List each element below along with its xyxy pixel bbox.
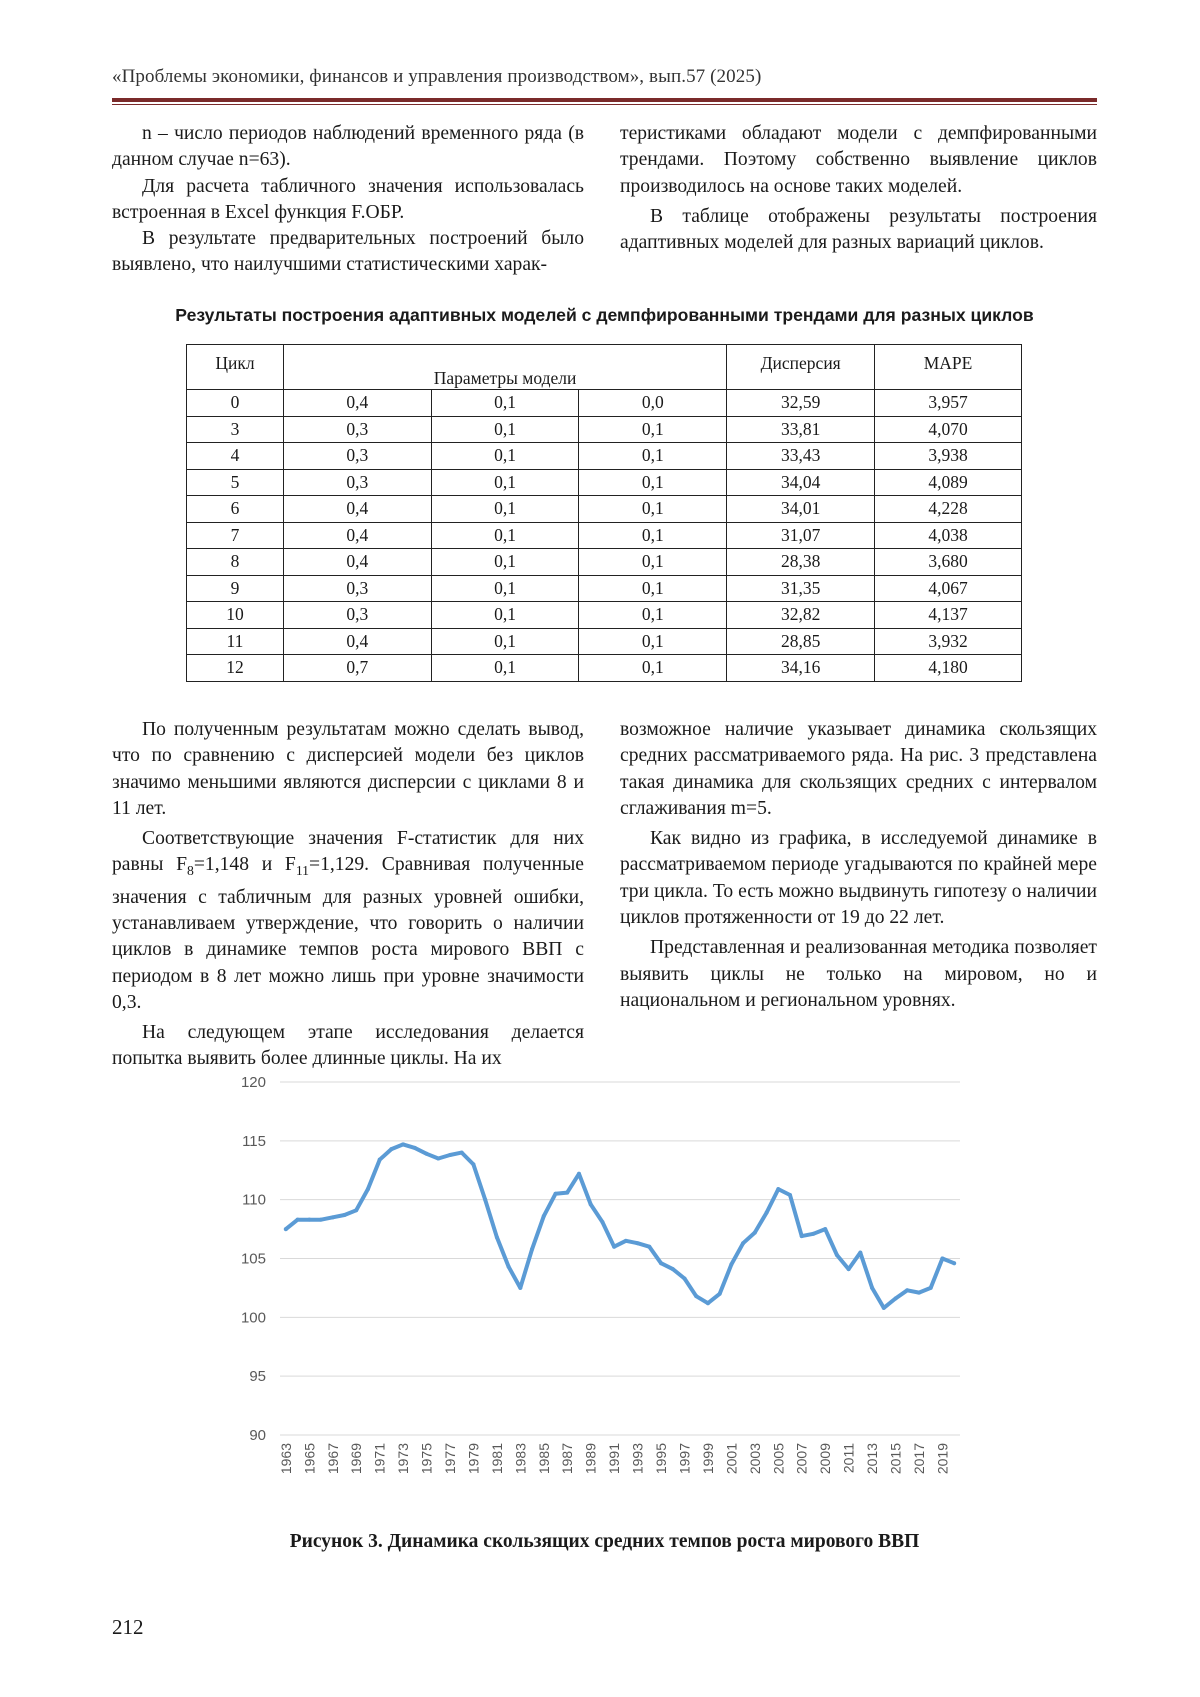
data-point bbox=[788, 1193, 792, 1197]
right-column-top bbox=[620, 121, 1097, 256]
data-point bbox=[518, 1286, 522, 1290]
data-point bbox=[847, 1267, 851, 1271]
table-cell: 0,1 bbox=[431, 602, 579, 629]
table-cell: 0,3 bbox=[283, 575, 431, 602]
header-rule-thick bbox=[112, 98, 1097, 102]
gdp-moving-average-chart bbox=[230, 1070, 970, 1510]
x-tick-label: 1993 bbox=[629, 1443, 646, 1475]
header-params: Параметры модели bbox=[283, 345, 726, 390]
paragraph: На следующем этапе исследования делается попытка выявить более длинные циклы. На их bbox=[112, 1022, 584, 1070]
table-cell: 34,04 bbox=[727, 469, 875, 496]
table-row bbox=[187, 496, 1022, 523]
table-row bbox=[187, 469, 1022, 496]
y-tick-label: 120 bbox=[240, 1074, 266, 1091]
series-line bbox=[286, 1144, 954, 1308]
x-tick-label: 1979 bbox=[465, 1443, 482, 1475]
text-span: =1,148 и F bbox=[193, 854, 296, 876]
data-point bbox=[413, 1146, 417, 1150]
table-cell: 0,1 bbox=[431, 469, 579, 496]
data-point bbox=[765, 1211, 769, 1215]
header-rule-thin bbox=[112, 104, 1097, 105]
x-tick-label: 2007 bbox=[793, 1443, 810, 1475]
x-tick-label: 1985 bbox=[535, 1443, 552, 1475]
table-cell: 0,1 bbox=[431, 655, 579, 682]
paragraph: Как видно из графика, в исследуемой динамике в рассматриваемом периоде угадываются по крайней мере три цикла. То есть можно выдвинуть гипотезу о наличии циклов протяженности от 19 до 22 лет. bbox=[620, 828, 1097, 929]
table-row bbox=[187, 416, 1022, 443]
table-cell: 0,1 bbox=[579, 575, 727, 602]
x-tick-label: 1969 bbox=[348, 1443, 365, 1475]
table-cell: 4,137 bbox=[875, 602, 1022, 629]
x-tick-label: 1963 bbox=[277, 1443, 294, 1475]
data-point bbox=[835, 1253, 839, 1257]
data-point bbox=[882, 1306, 886, 1310]
data-point bbox=[296, 1218, 300, 1222]
data-point bbox=[753, 1231, 757, 1235]
table-cell: 0,1 bbox=[431, 496, 579, 523]
data-point bbox=[671, 1267, 675, 1271]
table-cell: 0,0 bbox=[579, 390, 727, 417]
figure-caption: Рисунок 3. Динамика скользящих средних темпов роста мирового ВВП bbox=[289, 1531, 920, 1552]
table-row bbox=[187, 602, 1022, 629]
table-row bbox=[187, 655, 1022, 682]
data-point bbox=[507, 1265, 511, 1269]
table-cell: 0,1 bbox=[579, 443, 727, 470]
results-table bbox=[186, 344, 1022, 682]
x-tick-label: 2003 bbox=[746, 1443, 763, 1475]
data-point bbox=[858, 1251, 862, 1255]
table-cell: 4 bbox=[187, 443, 284, 470]
table-cell: 3,932 bbox=[875, 628, 1022, 655]
table-cell: 0,1 bbox=[579, 655, 727, 682]
data-point bbox=[530, 1247, 534, 1251]
running-header: «Проблемы экономики, финансов и управления производством», вып.57 (2025) bbox=[112, 66, 762, 87]
paragraph: Для расчета табличного значения использовалась встроенная в Excel функция F.ОБР. bbox=[112, 175, 584, 223]
x-tick-label: 1971 bbox=[371, 1443, 388, 1475]
table-cell: 31,07 bbox=[727, 522, 875, 549]
data-point bbox=[729, 1262, 733, 1266]
data-point bbox=[319, 1218, 323, 1222]
table-cell: 0,3 bbox=[283, 443, 431, 470]
table-cell: 0,1 bbox=[579, 416, 727, 443]
y-tick-label: 90 bbox=[249, 1427, 266, 1444]
x-tick-label: 1997 bbox=[676, 1443, 693, 1475]
x-tick-label: 1991 bbox=[606, 1443, 623, 1475]
data-point bbox=[682, 1277, 686, 1281]
table-cell: 0,1 bbox=[431, 522, 579, 549]
data-point bbox=[706, 1301, 710, 1305]
x-tick-label: 1983 bbox=[512, 1443, 529, 1475]
data-point bbox=[554, 1192, 558, 1196]
table-cell: 5 bbox=[187, 469, 284, 496]
data-point bbox=[636, 1241, 640, 1245]
table-cell: 28,85 bbox=[727, 628, 875, 655]
table-cell: 32,82 bbox=[727, 602, 875, 629]
table-cell: 8 bbox=[187, 549, 284, 576]
data-point bbox=[448, 1153, 452, 1157]
x-tick-label: 2013 bbox=[864, 1443, 881, 1475]
x-tick-label: 1965 bbox=[301, 1443, 318, 1475]
paragraph: теристиками обладают модели с демпфированными трендами. Поэтому собственно выявление циклов производилось на основе таких моделей. bbox=[620, 123, 1097, 197]
table-cell: 0,4 bbox=[283, 496, 431, 523]
data-point bbox=[342, 1213, 346, 1217]
table-cell: 32,59 bbox=[727, 390, 875, 417]
data-point bbox=[401, 1142, 405, 1146]
data-point bbox=[800, 1234, 804, 1238]
data-point bbox=[870, 1286, 874, 1290]
data-point bbox=[366, 1187, 370, 1191]
table-cell: 0,1 bbox=[579, 602, 727, 629]
table-cell: 0,1 bbox=[431, 443, 579, 470]
table-cell: 0,1 bbox=[431, 390, 579, 417]
page-number: 212 bbox=[112, 1615, 144, 1639]
table-cell: 7 bbox=[187, 522, 284, 549]
subscript: 11 bbox=[295, 863, 310, 879]
data-point bbox=[577, 1172, 581, 1176]
table-cell: 34,01 bbox=[727, 496, 875, 523]
table-cell: 0,3 bbox=[283, 602, 431, 629]
y-tick-label: 95 bbox=[249, 1368, 266, 1386]
table-cell: 4,089 bbox=[875, 469, 1022, 496]
table-cell: 4,180 bbox=[875, 655, 1022, 682]
table-cell: 0,1 bbox=[579, 628, 727, 655]
data-point bbox=[425, 1152, 429, 1156]
table-cell: 6 bbox=[187, 496, 284, 523]
data-point bbox=[542, 1214, 546, 1218]
data-point bbox=[612, 1245, 616, 1249]
x-tick-label: 2011 bbox=[840, 1443, 857, 1474]
data-point bbox=[905, 1288, 909, 1292]
data-point bbox=[600, 1220, 604, 1224]
paragraph: возможное наличие указывает динамика скользящих средних рассматриваемого ряда. На рис. 3 представлена такая динамика для скользящих средних с интервалом сглаживания m=5. bbox=[620, 719, 1097, 819]
x-tick-label: 1973 bbox=[395, 1443, 412, 1475]
table-cell: 34,16 bbox=[727, 655, 875, 682]
data-point bbox=[471, 1162, 475, 1166]
data-point bbox=[929, 1286, 933, 1290]
data-point bbox=[354, 1208, 358, 1212]
x-tick-label: 1967 bbox=[324, 1443, 341, 1475]
table-cell: 3,938 bbox=[875, 443, 1022, 470]
table-cell: 0,4 bbox=[283, 522, 431, 549]
y-tick-label: 115 bbox=[242, 1132, 266, 1150]
table-cell: 0,4 bbox=[283, 549, 431, 576]
x-tick-label: 1999 bbox=[699, 1443, 716, 1475]
x-tick-label: 1995 bbox=[653, 1443, 670, 1475]
data-point bbox=[460, 1151, 464, 1155]
paragraph: Представленная и реализованная методика позволяет выявить циклы не только на мировом, но и национальном и региональном уровнях. bbox=[620, 937, 1097, 1011]
table-row bbox=[187, 549, 1022, 576]
table-row bbox=[187, 443, 1022, 470]
table-cell: 0,4 bbox=[283, 628, 431, 655]
data-point bbox=[483, 1198, 487, 1202]
header-mape: MAPE bbox=[875, 345, 1022, 390]
data-point bbox=[284, 1227, 288, 1231]
table-cell: 4,228 bbox=[875, 496, 1022, 523]
paragraph: По полученным результатам можно сделать вывод, что по сравнению с дисперсией модели без циклов значимо меньшими являются дисперсии с циклами 8 и 11 лет. bbox=[112, 719, 584, 819]
y-tick-label: 100 bbox=[240, 1309, 266, 1327]
y-tick-label: 105 bbox=[240, 1250, 266, 1268]
x-tick-label: 2009 bbox=[817, 1443, 834, 1475]
x-tick-label: 2001 bbox=[723, 1443, 740, 1475]
x-tick-label: 1989 bbox=[582, 1443, 599, 1475]
subscript: 8 bbox=[187, 863, 194, 879]
table-cell: 4,070 bbox=[875, 416, 1022, 443]
data-point bbox=[647, 1245, 651, 1249]
data-point bbox=[811, 1232, 815, 1236]
header-variance: Дисперсия bbox=[727, 345, 875, 390]
table-cell: 11 bbox=[187, 628, 284, 655]
table-cell: 4,038 bbox=[875, 522, 1022, 549]
data-point bbox=[659, 1261, 663, 1265]
x-tick-label: 1987 bbox=[559, 1443, 576, 1475]
table-cell: 0,1 bbox=[579, 522, 727, 549]
table-cell: 0,4 bbox=[283, 390, 431, 417]
table-cell: 4,067 bbox=[875, 575, 1022, 602]
data-point bbox=[436, 1156, 440, 1160]
table-cell: 0,1 bbox=[431, 628, 579, 655]
table-cell: 12 bbox=[187, 655, 284, 682]
table-cell: 28,38 bbox=[727, 549, 875, 576]
x-tick-label: 1977 bbox=[442, 1443, 458, 1475]
text-span: =1,129. Сравнивая полученные значения с табличным для разных уровней ошибки, устанавливаем утверждение, что говорить о наличии циклов в динамике темпов роста мирового ВВП с периодом в 8 лет можно лишь при уровне значимости 0,3. bbox=[112, 854, 584, 1013]
table-cell: 31,35 bbox=[727, 575, 875, 602]
table-caption: Результаты построения адаптивных моделей с демпфированными трендами для разных циклов bbox=[175, 305, 1034, 325]
data-point bbox=[378, 1158, 382, 1162]
data-point bbox=[624, 1239, 628, 1243]
paragraph bbox=[112, 826, 584, 1016]
data-point bbox=[331, 1215, 335, 1219]
table-cell: 3 bbox=[187, 416, 284, 443]
data-point bbox=[694, 1294, 698, 1298]
x-tick-label: 2015 bbox=[887, 1443, 904, 1475]
table-cell: 0,3 bbox=[283, 469, 431, 496]
table-row bbox=[187, 390, 1022, 417]
x-tick-label: 2017 bbox=[910, 1443, 927, 1475]
table-cell: 33,43 bbox=[727, 443, 875, 470]
table-cell: 0,1 bbox=[431, 416, 579, 443]
left-column-bottom bbox=[112, 717, 584, 1073]
table-cell: 0,1 bbox=[579, 469, 727, 496]
table-cell: 9 bbox=[187, 575, 284, 602]
x-tick-label: 1981 bbox=[488, 1443, 505, 1475]
table-cell: 0,1 bbox=[579, 496, 727, 523]
right-column-bottom bbox=[620, 717, 1097, 1014]
data-point bbox=[389, 1147, 393, 1151]
table-cell: 0,1 bbox=[431, 549, 579, 576]
paragraph: В результате предварительных построений было выявлено, что наилучшими статистическими харак- bbox=[112, 228, 584, 276]
data-point bbox=[776, 1187, 780, 1191]
table-row bbox=[187, 628, 1022, 655]
table-cell: 10 bbox=[187, 602, 284, 629]
data-point bbox=[894, 1297, 898, 1301]
table-cell: 33,81 bbox=[727, 416, 875, 443]
data-point bbox=[741, 1241, 745, 1245]
data-point bbox=[952, 1261, 956, 1265]
data-point bbox=[565, 1191, 569, 1195]
paragraph: В таблице отображены результаты построения адаптивных моделей для разных вариаций циклов. bbox=[620, 205, 1097, 254]
text-span: Соответствующие значения F-статистик для них равны F bbox=[112, 828, 584, 876]
data-point bbox=[495, 1235, 499, 1239]
x-tick-label: 2019 bbox=[934, 1443, 951, 1475]
table-cell: 3,680 bbox=[875, 549, 1022, 576]
x-tick-label: 1975 bbox=[418, 1443, 435, 1475]
paragraph: n – число периодов наблюдений временного ряда (в данном случае n=63). bbox=[112, 123, 584, 171]
table-cell: 3,957 bbox=[875, 390, 1022, 417]
data-point bbox=[940, 1257, 944, 1261]
left-column-top bbox=[112, 121, 584, 279]
x-tick-label: 2005 bbox=[770, 1443, 787, 1475]
data-point bbox=[823, 1227, 827, 1231]
table-row bbox=[187, 575, 1022, 602]
table-row bbox=[187, 522, 1022, 549]
table-cell: 0,1 bbox=[431, 575, 579, 602]
data-point bbox=[917, 1291, 921, 1295]
data-point bbox=[307, 1218, 311, 1222]
table-cell: 0 bbox=[187, 390, 284, 417]
y-tick-label: 110 bbox=[242, 1191, 266, 1209]
header-cycle: Цикл bbox=[187, 345, 284, 390]
data-point bbox=[718, 1292, 722, 1296]
table-cell: 0,3 bbox=[283, 416, 431, 443]
data-point bbox=[589, 1202, 593, 1206]
table-cell: 0,7 bbox=[283, 655, 431, 682]
table-cell: 0,1 bbox=[579, 549, 727, 576]
